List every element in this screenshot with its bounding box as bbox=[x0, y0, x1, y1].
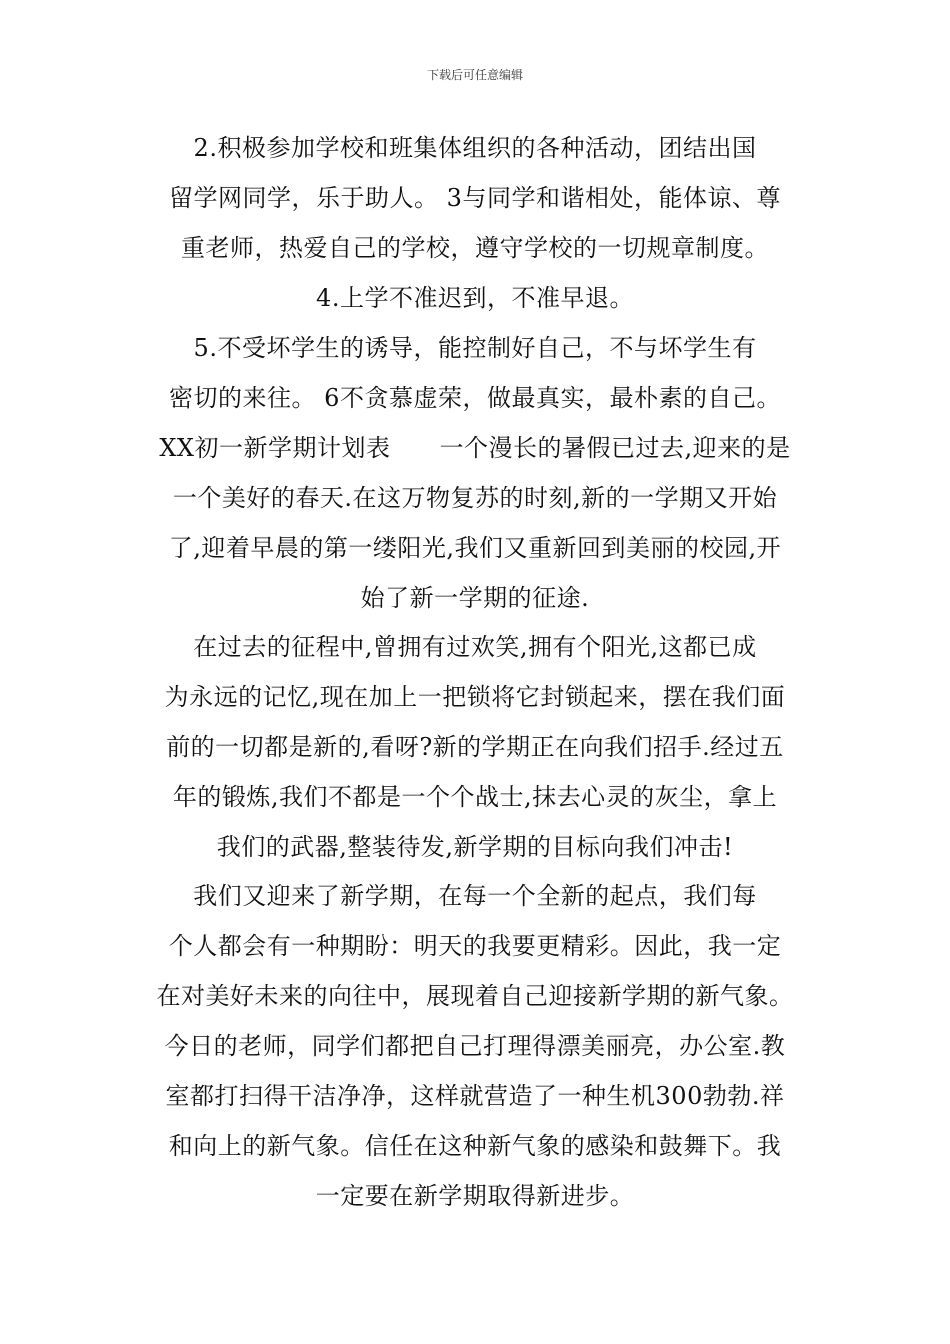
text-line: 为永远的记忆,现在加上一把锁将它封锁起来，摆在我们面 bbox=[164, 683, 786, 711]
text-line: 个人都会有一种期盼：明天的我要更精彩。因此，我一定 bbox=[168, 932, 782, 960]
text-line: 4.上学不准迟到，不准早退。 bbox=[316, 284, 634, 312]
text-line: 年的锻炼,我们不都是一个个战士,抹去心灵的灰尘，拿上 bbox=[172, 783, 778, 811]
text-line: XX初一新学期计划表 一个漫长的暑假已过去,迎来的是 bbox=[159, 434, 791, 462]
text-line: 今日的老师，同学们都把自己打理得漂美丽亮，办公室.教 bbox=[164, 1032, 786, 1060]
text-line: 和向上的新气象。信任在这种新气象的感染和鼓舞下。我 bbox=[168, 1132, 782, 1160]
text-line: 2.积极参加学校和班集体组织的各种活动，团结出国 bbox=[193, 134, 757, 162]
text-line: 室都打扫得干洁净净，这样就营造了一种生机300勃勃.祥 bbox=[165, 1082, 785, 1110]
text-line: 我们的武器,整装待发,新学期的目标向我们冲击! bbox=[216, 833, 734, 861]
text-line: 在对美好未来的向往中，展现着自己迎接新学期的新气象。 bbox=[156, 982, 794, 1010]
text-line: 在过去的征程中,曾拥有过欢笑,拥有个阳光,这都已成 bbox=[193, 633, 757, 661]
text-line: 5.不受坏学生的诱导，能控制好自己，不与坏学生有 bbox=[193, 334, 757, 362]
text-line: 重老师，热爱自己的学校，遵守学校的一切规章制度。 bbox=[181, 234, 769, 262]
text-line: 一个美好的春天.在这万物复苏的时刻,新的一学期又开始 bbox=[172, 484, 778, 512]
text-line: 了,迎着早晨的第一缕阳光,我们又重新回到美丽的校园,开 bbox=[168, 534, 782, 562]
text-line: 前的一切都是新的,看呀?新的学期正在向我们招手.经过五 bbox=[166, 733, 784, 761]
page-header: 下载后可任意编辑 bbox=[426, 68, 523, 82]
text-line: 一定要在新学期取得新进步。 bbox=[315, 1182, 635, 1210]
text-line: 密切的来往。 6不贪慕虚荣，做最真实，最朴素的自己。 bbox=[169, 384, 781, 412]
text-line: 始了新一学期的征途. bbox=[360, 584, 590, 612]
text-line: 留学网同学，乐于助人。 3与同学和谐相处，能体谅、尊 bbox=[169, 184, 781, 212]
text-line: 我们又迎来了新学期，在每一个全新的起点，我们每 bbox=[193, 882, 757, 910]
